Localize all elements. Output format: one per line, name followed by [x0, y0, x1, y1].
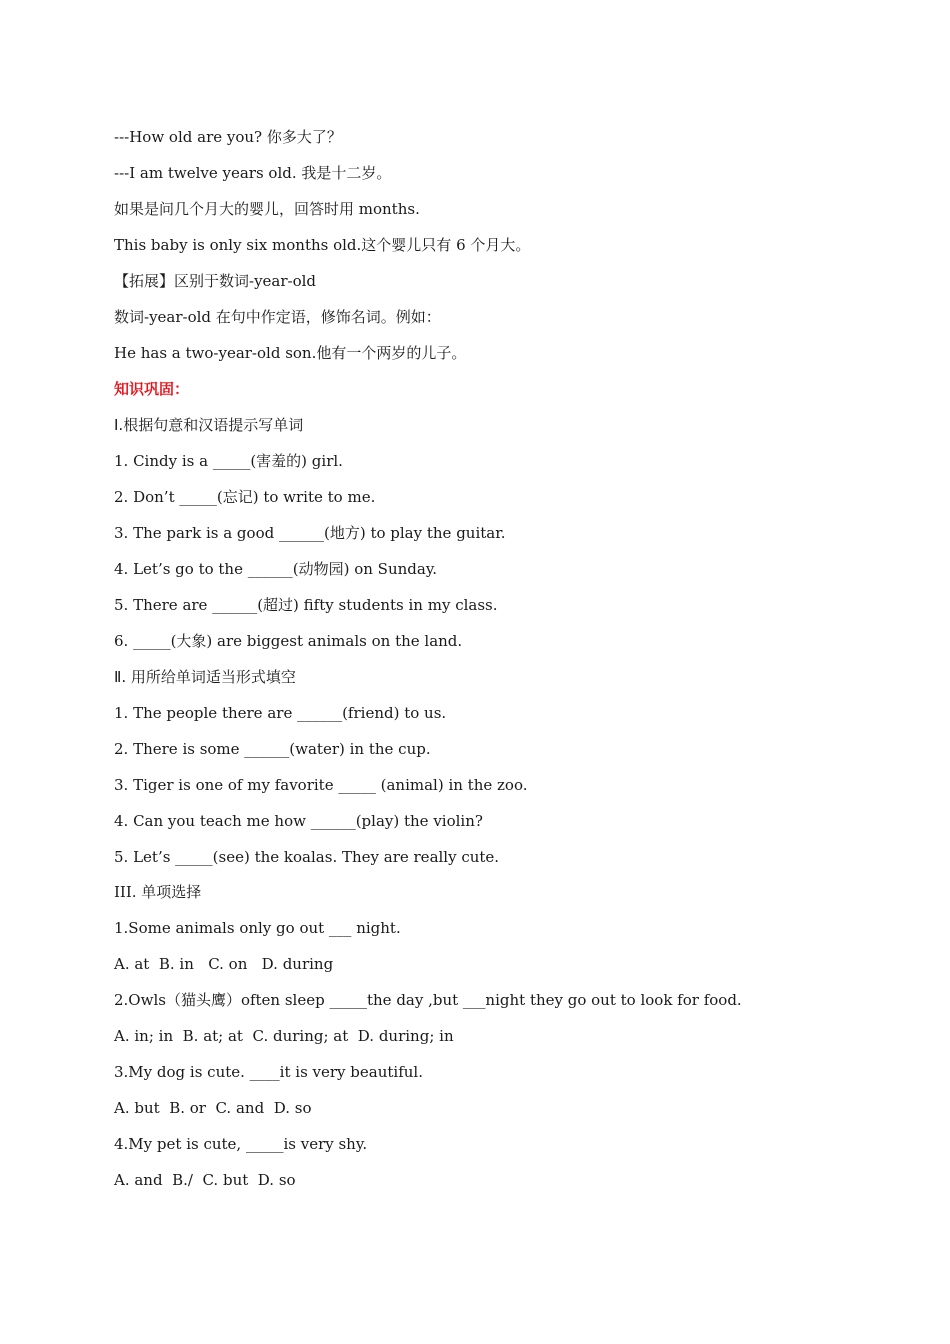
intro-line-7: He has a two-year-old son.他有一个两岁的儿子。 — [114, 344, 467, 362]
intro-line-3: 如果是问几个月大的婴儿，回答时用 months. — [114, 200, 420, 218]
section-3-options-3: A. but B. or C. and D. so — [114, 1099, 312, 1117]
section-2-question-4: 4. Can you teach me how ______(play) the violin? — [114, 812, 483, 830]
section-1-question-3: 3. The park is a good ______(地方) to play the guitar. — [114, 524, 506, 542]
section-3-question-1: 1.Some animals only go out ___ night. — [114, 919, 401, 937]
section-1-question-4: 4. Let’s go to the ______(动物园) on Sunday. — [114, 560, 438, 578]
section-1-question-2: 2. Don’t _____(忘记) to write to me. — [114, 488, 376, 506]
section-3-options-1: A. at B. in C. on D. during — [114, 955, 334, 973]
review-heading: 知识巩固： — [114, 380, 190, 398]
section-2-question-3: 3. Tiger is one of my favorite _____ (animal) in the zoo. — [114, 776, 528, 794]
intro-line-6: 数词-year-old 在句中作定语，修饰名词。例如： — [114, 308, 441, 326]
section-3-question-2: 2.Owls（猫头鹰）often sleep _____the day ,but ___night they go out to look for food. — [114, 991, 742, 1009]
section-3-options-2: A. in; in B. at; at C. during; at D. during; in — [114, 1027, 454, 1045]
section-1-question-5: 5. There are ______(超过) fifty students in my class. — [114, 596, 498, 614]
section-2-title: Ⅱ. 用所给单词适当形式填空 — [114, 668, 296, 686]
section-2-question-5: 5. Let’s _____(see) the koalas. They are really cute. — [114, 848, 500, 866]
intro-line-1: ---How old are you? 你多大了？ — [114, 128, 342, 146]
section-3-question-3: 3.My dog is cute. ____it is very beautiful. — [114, 1063, 423, 1081]
intro-line-2: ---I am twelve years old. 我是十二岁。 — [114, 164, 392, 182]
section-1-question-6: 6. _____(大象) are biggest animals on the land. — [114, 632, 463, 650]
section-1-title: Ⅰ.根据句意和汉语提示写单词 — [114, 416, 304, 434]
section-2-question-2: 2. There is some ______(water) in the cup. — [114, 740, 431, 758]
section-3-question-4: 4.My pet is cute, _____is very shy. — [114, 1135, 368, 1153]
section-3-title: III. 单项选择 — [114, 883, 202, 901]
intro-line-4: This baby is only six months old.这个婴儿只有 6 个月大。 — [114, 236, 531, 254]
section-1-question-1: 1. Cindy is a _____(害羞的) girl. — [114, 452, 343, 470]
section-3-options-4: A. and B./ C. but D. so — [114, 1171, 296, 1189]
intro-line-5: 【拓展】区别于数词-year-old — [114, 272, 317, 290]
section-2-question-1: 1. The people there are ______(friend) to us. — [114, 704, 447, 722]
